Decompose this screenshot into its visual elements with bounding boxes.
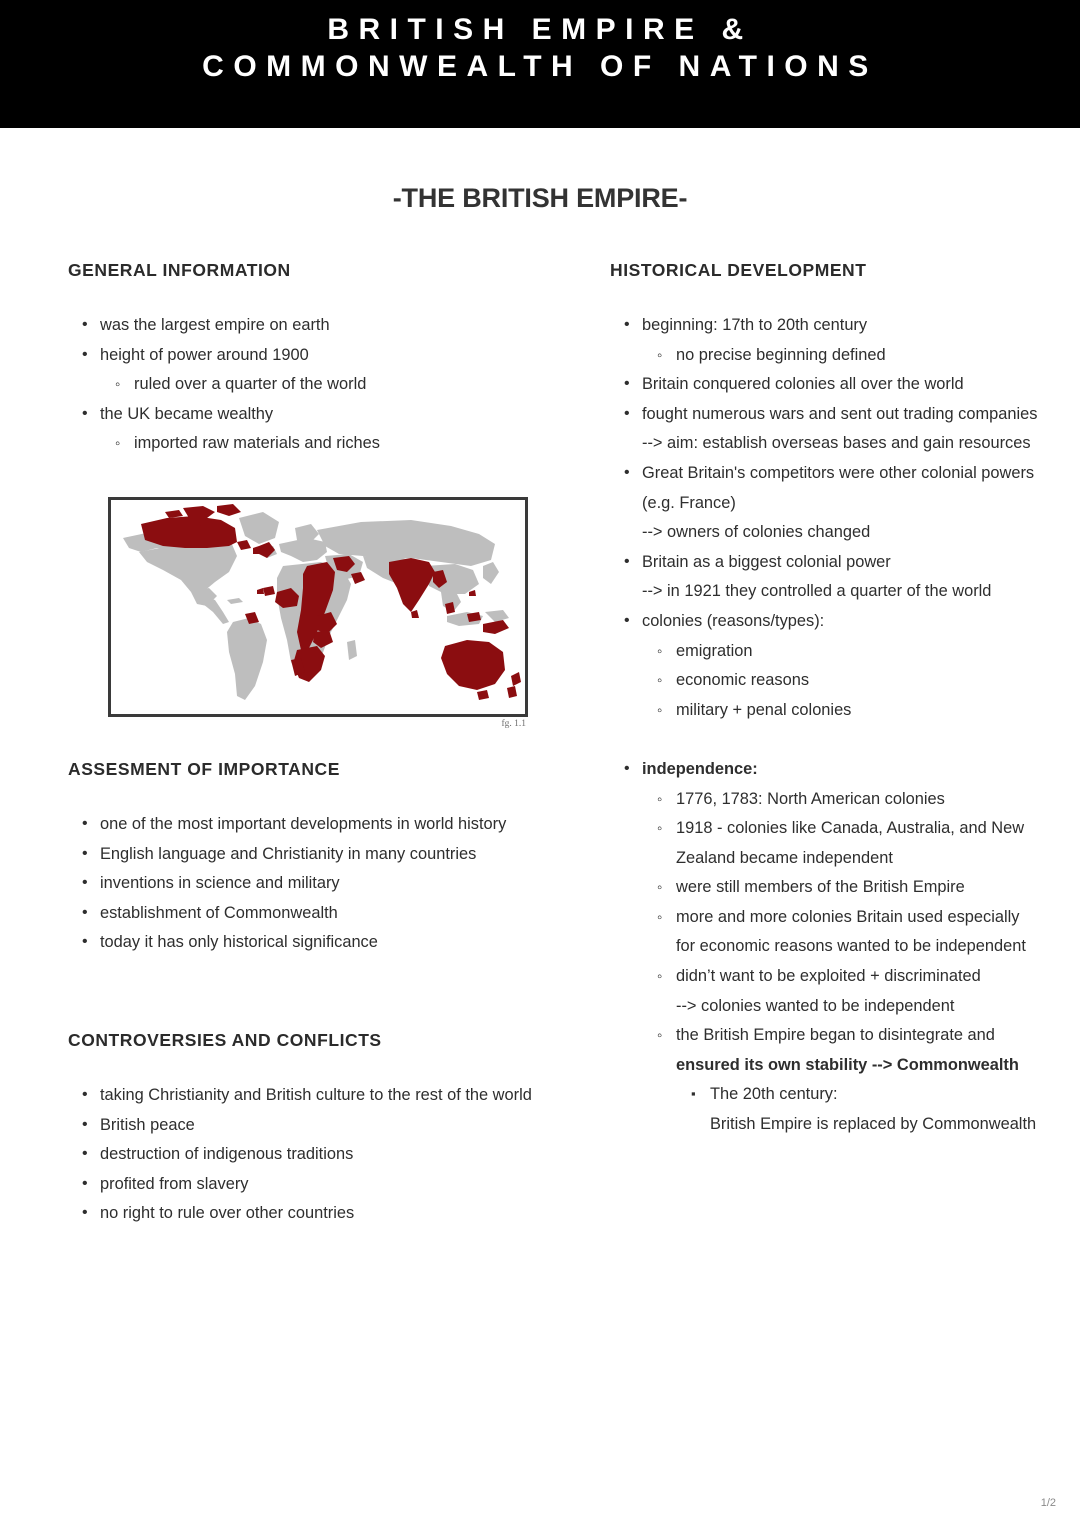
list-item-text: was the largest empire on earth xyxy=(100,316,330,334)
header-title-line-2: COMMONWEALTH OF NATIONS xyxy=(202,49,878,83)
right-column xyxy=(610,260,1040,1178)
list-item-text: Great Britain's competitors were other colonial powers (e.g. France) xyxy=(642,463,1035,512)
list-item xyxy=(100,341,568,400)
section-controversies-and-conflicts xyxy=(68,1030,568,1229)
list-item xyxy=(134,429,568,459)
section-assesment-of-importance xyxy=(68,759,568,958)
list-item-text: beginning: 17th to 20th century xyxy=(642,316,868,334)
list-item-text: were still members of the British Empire xyxy=(676,878,965,897)
header-title-line-1: BRITISH EMPIRE & xyxy=(327,13,753,46)
section-general-information xyxy=(68,260,568,459)
list-general-information xyxy=(68,311,568,459)
sublist xyxy=(642,637,1040,726)
list-item-arrow-note: --> aim: establish overseas bases and gain resources xyxy=(642,434,1031,453)
list-item-text: today it has only historical significance xyxy=(100,933,378,952)
list-item xyxy=(676,814,1040,873)
list-item xyxy=(100,1140,568,1170)
figure-world-map xyxy=(108,497,528,729)
list-item-text: 1776, 1783: North American colonies xyxy=(676,789,945,808)
sublist xyxy=(100,429,568,459)
list-item-text: taking Christianity and British culture to the rest of the world xyxy=(100,1085,532,1104)
list-item xyxy=(100,1199,568,1229)
list-item-arrow-note: --> owners of colonies changed xyxy=(642,523,871,542)
section-heading-assesment-of-importance: ASSESMENT OF IMPORTANCE xyxy=(68,758,340,779)
list-item-text: one of the most important developments in world history xyxy=(100,814,507,833)
list-item xyxy=(100,810,568,840)
list-item xyxy=(100,840,568,870)
list-item xyxy=(676,637,1040,667)
list-spacer xyxy=(642,725,1040,755)
list-item-text-continued: British Empire is replaced by Commonwealth xyxy=(710,1115,1037,1134)
list-item-text: economic reasons xyxy=(676,671,810,690)
section-heading-controversies-and-conflicts: CONTROVERSIES AND CONFLICTS xyxy=(68,1029,382,1050)
list-item-text: height of power around 1900 xyxy=(100,345,309,364)
list-item-text: the UK became wealthy xyxy=(100,404,274,423)
left-column xyxy=(68,260,568,1267)
list-item-text: emigration xyxy=(676,641,753,660)
list-item xyxy=(676,666,1040,696)
list-assesment-of-importance xyxy=(68,810,568,958)
list-item xyxy=(100,1170,568,1200)
list-item-independence xyxy=(642,755,1040,1140)
list-controversies-and-conflicts xyxy=(68,1081,568,1229)
list-item xyxy=(642,548,1040,607)
sublist xyxy=(642,341,1040,371)
list-item-text: military + penal colonies xyxy=(676,700,852,719)
list-item-text: Britain conquered colonies all over the world xyxy=(642,375,964,394)
list-item xyxy=(642,370,1040,400)
list-item-text: imported raw materials and riches xyxy=(134,434,380,453)
list-item-text: no right to rule over other countries xyxy=(100,1204,355,1223)
list-item-text: The 20th century: xyxy=(710,1085,838,1104)
section-heading-general-information: GENERAL INFORMATION xyxy=(68,260,291,280)
list-item xyxy=(642,400,1040,459)
list-item xyxy=(676,785,1040,815)
list-item xyxy=(676,962,1040,1021)
independence-label: independence: xyxy=(642,759,758,778)
sublist xyxy=(100,370,568,400)
figure-frame xyxy=(108,497,528,717)
header-banner xyxy=(0,0,1080,128)
list-item-text: British peace xyxy=(100,1115,195,1134)
list-item-text: destruction of indigenous traditions xyxy=(100,1145,354,1164)
list-item xyxy=(676,873,1040,903)
section-heading-historical-development: HISTORICAL DEVELOPMENT xyxy=(610,260,867,280)
list-item-text: 1918 - colonies like Canada, Australia, and New Zealand became independent xyxy=(676,819,1025,867)
list-item xyxy=(642,311,1040,370)
list-item-text: colonies (reasons/types): xyxy=(642,611,825,630)
list-item xyxy=(642,607,1040,725)
list-item-text: didn’t want to be exploited + discriminated xyxy=(676,967,981,986)
list-item-text: ruled over a quarter of the world xyxy=(134,375,367,394)
world-map-svg xyxy=(111,500,525,714)
list-item-text: fought numerous wars and sent out trading companies xyxy=(642,404,1038,423)
list-item-text: English language and Christianity in many countries xyxy=(100,844,477,863)
figure-caption: fg. 1.1 xyxy=(501,718,526,729)
list-item xyxy=(100,400,568,459)
list-item xyxy=(100,869,568,899)
list-historical-development xyxy=(610,311,1040,1140)
list-item-text: profited from slavery xyxy=(100,1174,249,1193)
list-item-text: Britain as a biggest colonial power xyxy=(642,552,891,571)
list-item xyxy=(676,696,1040,726)
content-columns xyxy=(0,260,1080,1267)
list-item xyxy=(100,899,568,929)
sublist-independence xyxy=(642,785,1040,1140)
list-item-text-bold: ensured its own stability --> Commonwealth xyxy=(676,1055,1019,1074)
list-item-text: inventions in science and military xyxy=(100,874,340,893)
list-item-text: establishment of Commonwealth xyxy=(100,903,338,922)
sublist-square xyxy=(676,1080,1040,1139)
page-title: -THE BRITISH EMPIRE- xyxy=(392,183,688,213)
list-item xyxy=(676,903,1040,962)
list-item-arrow-note: --> in 1921 they controlled a quarter of the world xyxy=(642,582,992,601)
list-item-text-plain: the British Empire began to disintegrate and xyxy=(676,1026,995,1045)
list-item xyxy=(642,459,1040,548)
list-item xyxy=(100,928,568,958)
list-item xyxy=(676,1021,1040,1139)
list-item-arrow-note: --> colonies wanted to be independent xyxy=(676,996,955,1015)
list-item xyxy=(100,1111,568,1141)
list-item-text: more and more colonies Britain used especially for economic reasons wanted to be independent xyxy=(676,907,1026,956)
list-item xyxy=(676,341,1040,371)
list-item xyxy=(710,1080,1040,1139)
list-item xyxy=(100,1081,568,1111)
list-item xyxy=(134,370,568,400)
list-item-text: no precise beginning defined xyxy=(676,345,886,364)
section-historical-development xyxy=(610,260,1040,1140)
page-number: 1/2 xyxy=(1040,1497,1056,1509)
list-item xyxy=(100,311,568,341)
